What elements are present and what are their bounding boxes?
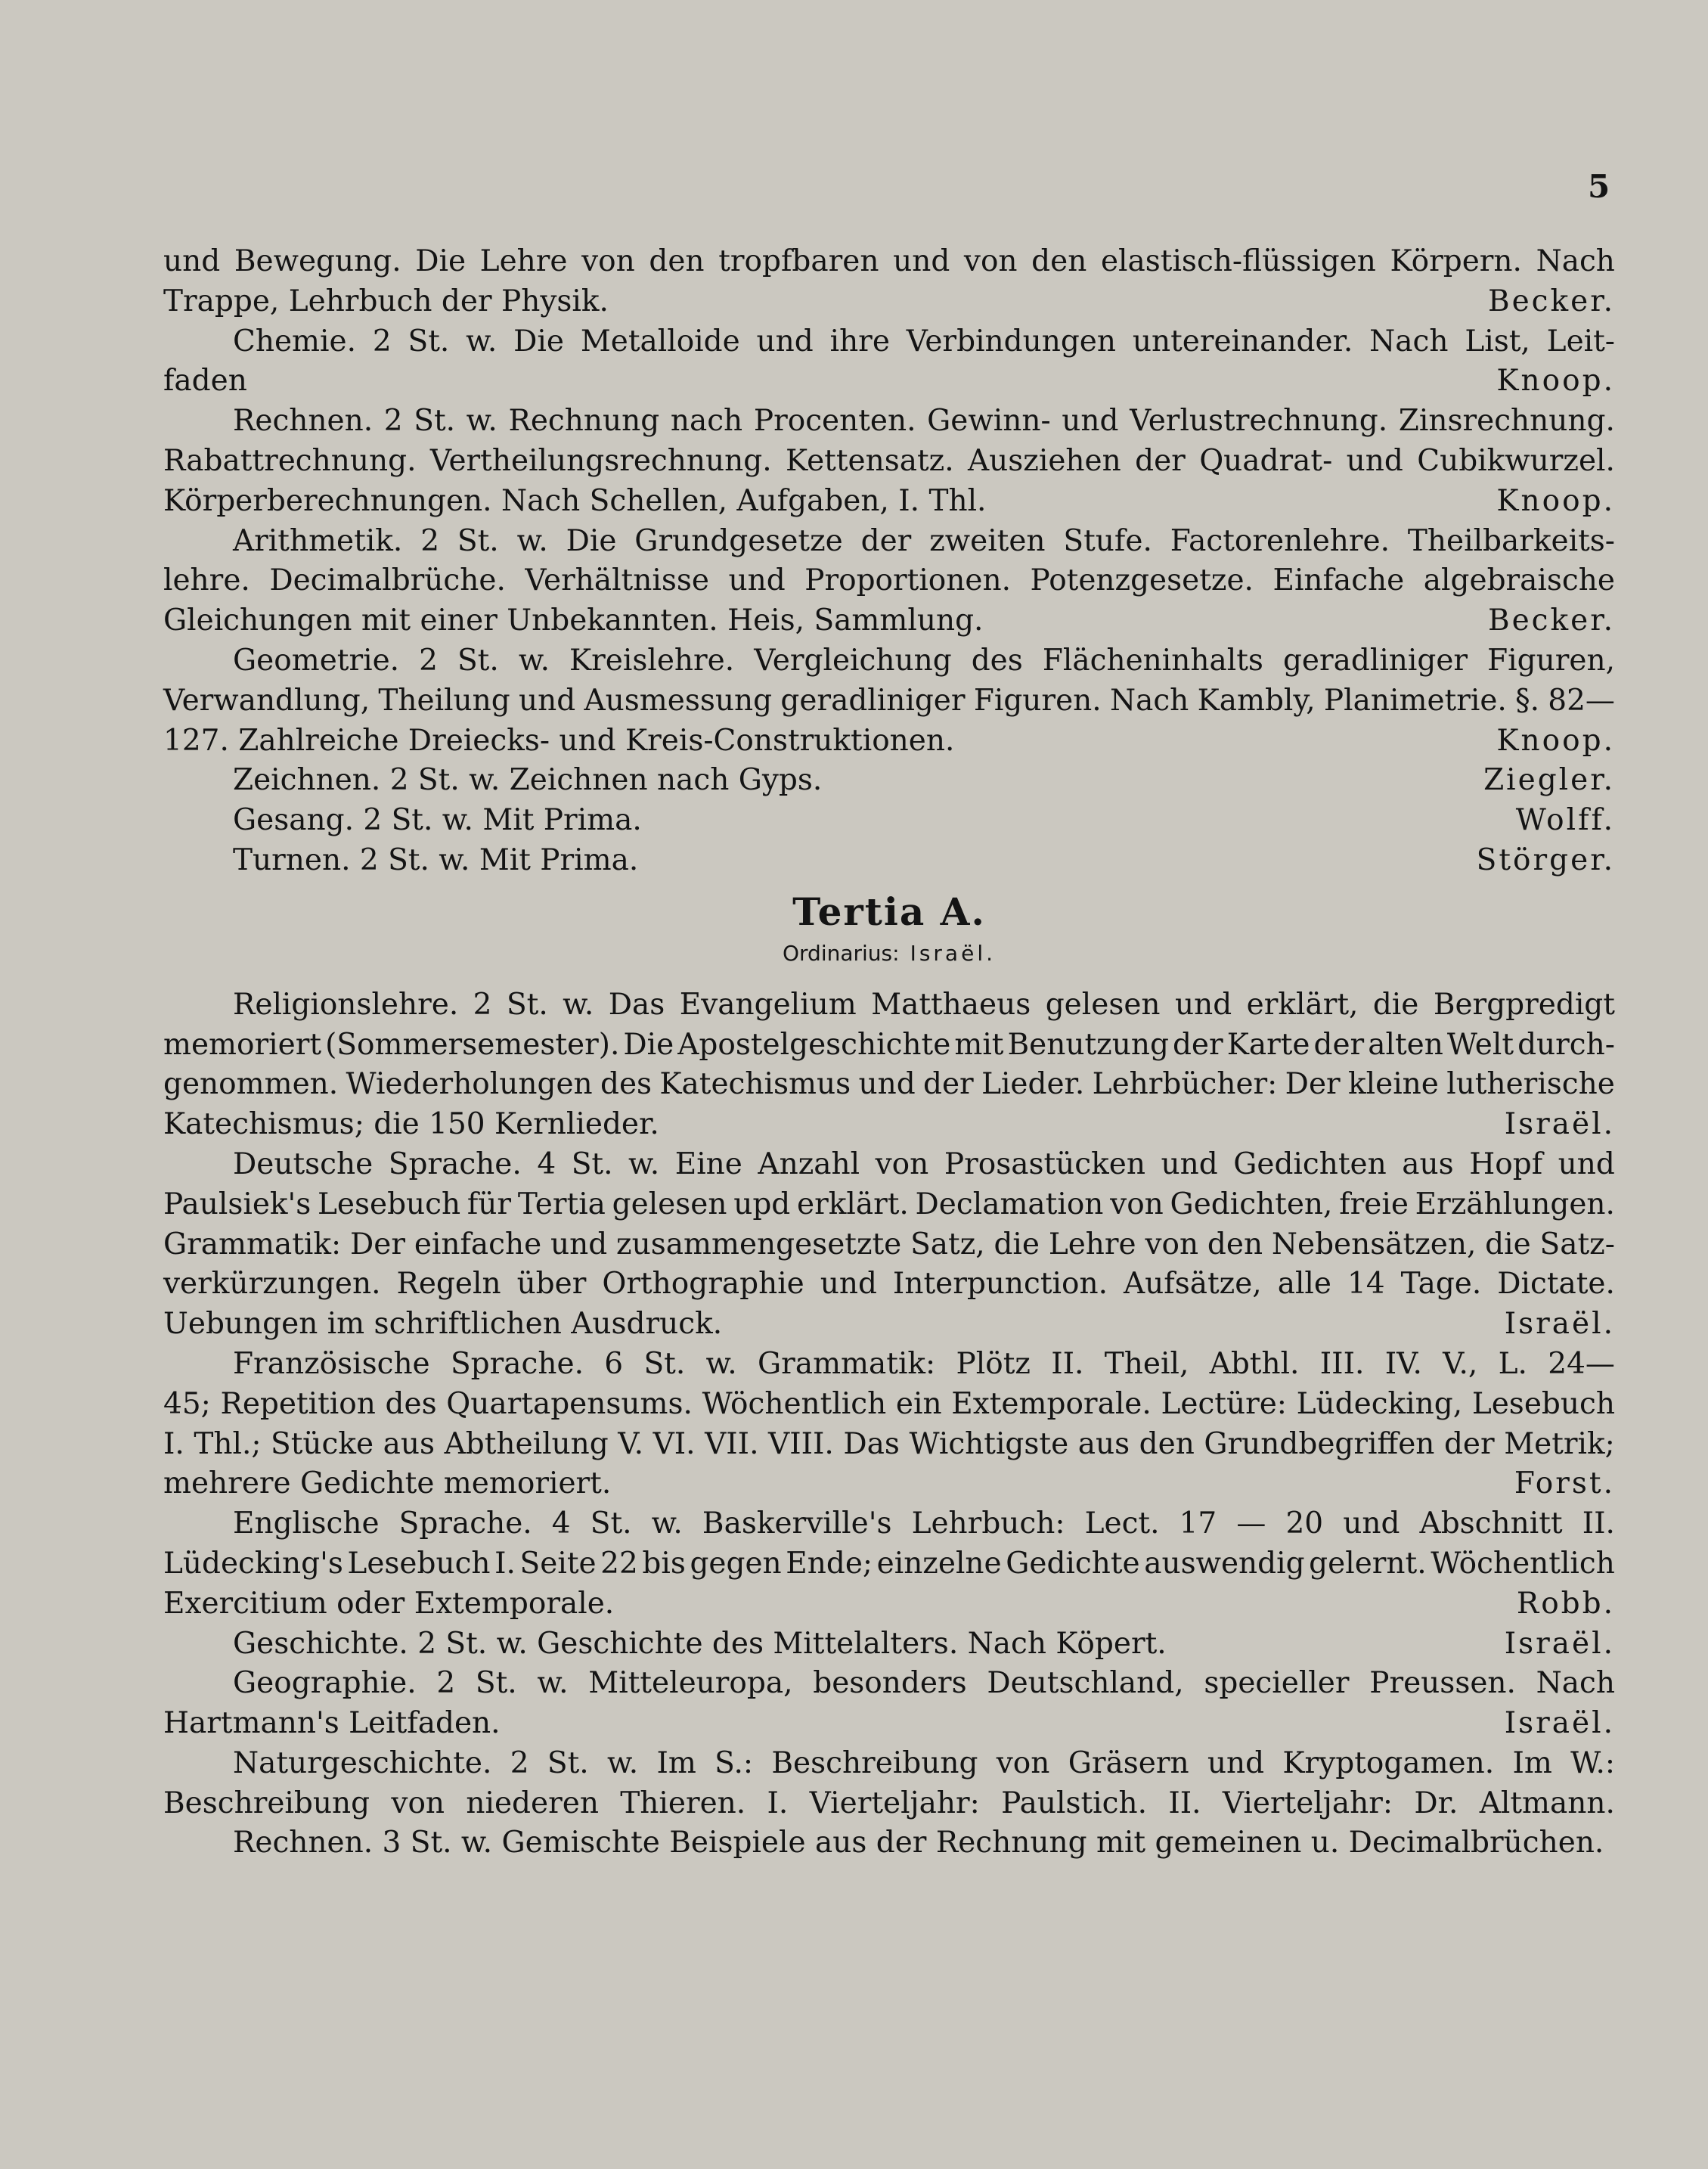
- line-text: Geographie. 2 St. w. Mitteleuropa, besonders Deutschland, specieller Preussen. Nach: [233, 1666, 1615, 1701]
- line-text: Paulsiek's Lesebuch für Tertia gelesen upd erklärt. Declamation von Gedichten, freie Erzählungen.: [163, 1187, 1615, 1221]
- line-text: Zeichnen. 2 St. w. Zeichnen nach Gyps.: [233, 763, 823, 798]
- text-line: [163, 1704, 1615, 1744]
- line-text: I. Thl.; Stücke aus Abtheilung V. VI. VII. VIII. Das Wichtigste aus den Grundbegriffen der Metrik;: [163, 1426, 1615, 1461]
- line-text: und Bewegung. Die Lehre von den tropfbaren und von den elastisch-flüssigen Körpern. Nach: [163, 244, 1615, 278]
- line-text: lehre. Decimalbrüche. Verhältnisse und Proportionen. Potenzgesetze. Einfache algebraische: [163, 563, 1615, 598]
- text-line: [163, 1385, 1615, 1425]
- text-line: [163, 1504, 1615, 1544]
- line-text: Deutsche Sprache. 4 St. w. Eine Anzahl von Prosastücken und Gedichten aus Hopf und: [233, 1147, 1615, 1181]
- text-line: [163, 761, 1615, 801]
- text-line: [163, 801, 1615, 841]
- line-text: verkürzungen. Regeln über Orthographie und Interpunction. Aufsätze, alle 14 Tage. Dictate.: [163, 1267, 1615, 1302]
- teacher-name: Becker.: [1487, 284, 1615, 318]
- line-text: Exercitium oder Extemporale.: [163, 1586, 615, 1621]
- line-text: Katechismus; die 150 Kernlieder.: [163, 1107, 659, 1142]
- teacher-name: Israël.: [1504, 1307, 1615, 1342]
- line-text: Religionslehre. 2 St. w. Das Evangelium Matthaeus gelesen und erklärt, die Bergpredigt: [233, 987, 1615, 1022]
- ordinarius-label: Ordinarius:: [783, 940, 900, 966]
- text-line: [163, 561, 1615, 601]
- line-text: 127. Zahlreiche Dreiecks- und Kreis-Construktionen.: [163, 723, 955, 758]
- line-text: Trappe, Lehrbuch der Physik.: [163, 284, 609, 318]
- lower-section: [163, 985, 1615, 1864]
- text-line: [163, 1145, 1615, 1185]
- text-line: [163, 362, 1615, 402]
- text-line: [163, 1624, 1615, 1665]
- teacher-name: Israël.: [1504, 1107, 1615, 1142]
- text-line: [163, 681, 1615, 721]
- text-line: [163, 242, 1615, 282]
- line-text: Französische Sprache. 6 St. w. Grammatik: Plötz II. Theil, Abthl. III. IV. V., L. 24—: [233, 1346, 1615, 1381]
- text-line: [163, 1185, 1615, 1225]
- text-block: [163, 242, 1615, 1863]
- text-line: [163, 1425, 1615, 1465]
- text-line: [163, 1784, 1615, 1824]
- teacher-name: Wolff.: [1515, 803, 1615, 838]
- text-line: [163, 482, 1615, 522]
- text-line: [163, 641, 1615, 681]
- line-text: Verwandlung, Theilung und Ausmessung geradliniger Figuren. Nach Kambly, Planimetrie. §. 82—: [163, 683, 1615, 718]
- line-text: Chemie. 2 St. w. Die Metalloide und ihre Verbindungen untereinander. Nach List, Leit-: [233, 324, 1615, 358]
- upper-section: [163, 242, 1615, 881]
- text-line: [163, 1744, 1615, 1784]
- teacher-name: Becker.: [1487, 604, 1615, 638]
- teacher-name: Knoop.: [1496, 364, 1615, 399]
- line-text: faden: [163, 364, 247, 399]
- teacher-name: Forst.: [1514, 1466, 1615, 1501]
- line-text: Lüdecking's Lesebuch I. Seite 22 bis gegen Ende; einzelne Gedichte auswendig gelernt. Wöchentlich: [163, 1546, 1615, 1581]
- teacher-name: Robb.: [1516, 1586, 1615, 1621]
- line-text: Geschichte. 2 St. w. Geschichte des Mittelalters. Nach Köpert.: [233, 1626, 1167, 1661]
- teacher-name: Knoop.: [1496, 483, 1615, 518]
- line-text: Beschreibung von niederen Thieren. I. Vierteljahr: Paulstich. II. Vierteljahr: Dr. Altmann.: [163, 1786, 1615, 1820]
- line-text: Englische Sprache. 4 St. w. Baskerville's Lehrbuch: Lect. 17 — 20 und Abschnitt II.: [233, 1507, 1615, 1541]
- text-line: [163, 1544, 1615, 1584]
- text-line: [163, 1664, 1615, 1704]
- teacher-name: Störger.: [1476, 842, 1615, 877]
- line-text: Rechnen. 3 St. w. Gemischte Beispiele aus der Rechnung mit gemeinen u. Decimalbrüchen.: [233, 1826, 1604, 1860]
- text-line: [163, 1305, 1615, 1345]
- line-text: Gesang. 2 St. w. Mit Prima.: [233, 803, 642, 838]
- text-line: [163, 1464, 1615, 1504]
- text-line: [163, 1105, 1615, 1145]
- line-text: Grammatik: Der einfache und zusammengesetzte Satz, die Lehre von den Nebensätzen, die Satz-: [163, 1227, 1615, 1261]
- teacher-name: Ziegler.: [1483, 763, 1615, 798]
- line-text: Hartmann's Leitfaden.: [163, 1706, 501, 1741]
- text-line: [163, 1026, 1615, 1066]
- text-line: [163, 841, 1615, 881]
- line-text: Rabattrechnung. Vertheilungsrechnung. Kettensatz. Ausziehen der Quadrat- und Cubikwurzel.: [163, 443, 1615, 478]
- line-text: Uebungen im schriftlichen Ausdruck.: [163, 1307, 723, 1342]
- text-line: [163, 282, 1615, 322]
- teacher-name: Knoop.: [1496, 723, 1615, 758]
- text-line: [163, 522, 1615, 562]
- text-line: [163, 402, 1615, 442]
- line-text: Körperberechnungen. Nach Schellen, Aufgaben, I. Thl.: [163, 483, 987, 518]
- line-text: memoriert (Sommersemester). Die Apostelgeschichte mit Benutzung der Karte der alten Welt durch-: [163, 1027, 1615, 1062]
- teacher-name: Israël.: [1504, 1626, 1615, 1661]
- text-line: [163, 985, 1615, 1026]
- text-line: [163, 1345, 1615, 1385]
- text-line: [163, 322, 1615, 362]
- line-text: Naturgeschichte. 2 St. w. Im S.: Beschreibung von Gräsern und Kryptogamen. Im W.:: [233, 1745, 1615, 1780]
- teacher-name: Israël.: [1504, 1706, 1615, 1741]
- text-line: [163, 1065, 1615, 1105]
- text-line: [163, 1264, 1615, 1305]
- line-text: Geometrie. 2 St. w. Kreislehre. Vergleichung des Flächeninhalts geradliniger Figuren,: [233, 643, 1615, 678]
- line-text: genommen. Wiederholungen des Katechismus und der Lieder. Lehrbücher: Der kleine lutherische: [163, 1067, 1615, 1102]
- page-number: 5: [1588, 168, 1610, 205]
- text-line: [163, 721, 1615, 762]
- text-line: [163, 1584, 1615, 1624]
- ordinarius-name: Israël.: [910, 940, 996, 966]
- line-text: Arithmetik. 2 St. w. Die Grundgesetze der zweiten Stufe. Factorenlehre. Theilbarkeits-: [233, 523, 1615, 558]
- line-text: Gleichungen mit einer Unbekannten. Heis, Sammlung.: [163, 604, 984, 638]
- section-heading: Tertia A.: [792, 889, 986, 934]
- line-text: Rechnen. 2 St. w. Rechnung nach Procenten. Gewinn- und Verlustrechnung. Zinsrechnung.: [233, 404, 1615, 439]
- text-line: [163, 601, 1615, 641]
- line-text: 45; Repetition des Quartapensums. Wöchentlich ein Extemporale. Lectüre: Lüdecking, Lesebuch: [163, 1386, 1615, 1421]
- ordinarius-line: [163, 939, 1615, 985]
- line-text: Turnen. 2 St. w. Mit Prima.: [233, 842, 639, 877]
- text-line: [163, 1823, 1615, 1863]
- line-text: mehrere Gedichte memoriert.: [163, 1466, 612, 1501]
- text-line: [163, 1225, 1615, 1265]
- text-line: [163, 442, 1615, 482]
